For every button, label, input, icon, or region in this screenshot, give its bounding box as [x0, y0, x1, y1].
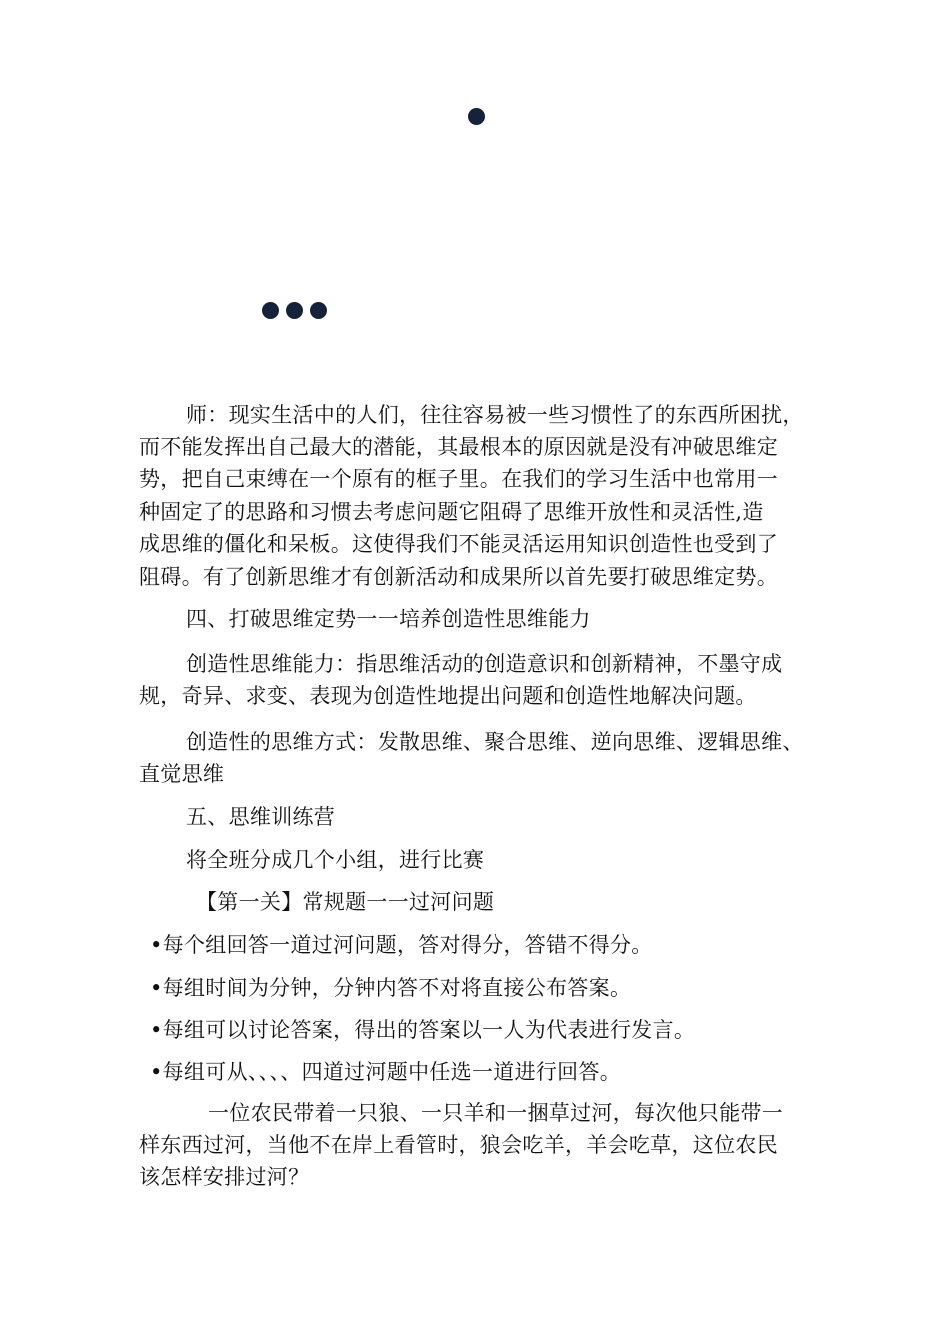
section-heading-four: 四、打破思维定势一一培养创造性思维能力: [186, 607, 591, 631]
stage-one-heading: 【第一关】常规题一一过河问题: [196, 890, 495, 914]
text-line: 样东西过河，当他不在岸上看管时，狼会吃羊，羊会吃草，这位农民: [139, 1133, 778, 1157]
list-item: •每组可从、、、、四道过河题中任选一道进行回答。: [150, 1060, 622, 1084]
text-line: 创造性的思维方式：发散思维、聚合思维、逆向思维、逻辑思维、: [186, 730, 804, 754]
text-line: 种固定了的思路和习惯去考虑问题它阻碍了思维开放性和灵活性,造: [139, 500, 764, 524]
list-item: •每组时间为分钟，分钟内答不对将直接公布答案。: [150, 976, 632, 1000]
text-line: 势，把自己束缚在一个原有的框子里。在我们的学习生活中也常用一: [139, 467, 778, 491]
text-line: 而不能发挥出自己最大的潜能，其最根本的原因就是没有冲破思维定: [139, 435, 778, 459]
decorative-dot: [286, 302, 303, 319]
decorative-dot: [468, 108, 485, 125]
text-line: 直觉思维: [139, 762, 225, 786]
text-line: 创造性思维能力：指思维活动的创造意识和创新精神，不墨守成: [186, 652, 783, 676]
section-heading-five: 五、思维训练营: [186, 805, 336, 829]
decorative-dot: [310, 302, 327, 319]
text-line: 规，奇异、求变、表现为创造性地提出问题和创造性地解决问题。: [139, 684, 757, 708]
text-line: 一位农民带着一只狼、一只羊和一捆草过河，每次他只能带一: [208, 1101, 784, 1125]
text-line: 成思维的僵化和呆板。这使得我们不能灵活运用知识创造性也受到了: [139, 532, 778, 556]
list-item: •每组可以讨论答案，得出的答案以一人为代表进行发言。: [150, 1018, 696, 1042]
text-line: 阻碍。有了创新思维才有创新活动和成果所以首先要打破思维定势。: [139, 565, 778, 589]
text-line: 该怎样安排过河？: [139, 1165, 310, 1189]
list-item: •每个组回答一道过河问题，答对得分，答错不得分。: [150, 933, 653, 957]
decorative-dot: [262, 302, 279, 319]
text-line: 师：现实生活中的人们，往往容易被一些习惯性了的东西所困扰，: [186, 403, 804, 427]
paragraph-grouping: 将全班分成几个小组，进行比赛: [186, 848, 485, 872]
